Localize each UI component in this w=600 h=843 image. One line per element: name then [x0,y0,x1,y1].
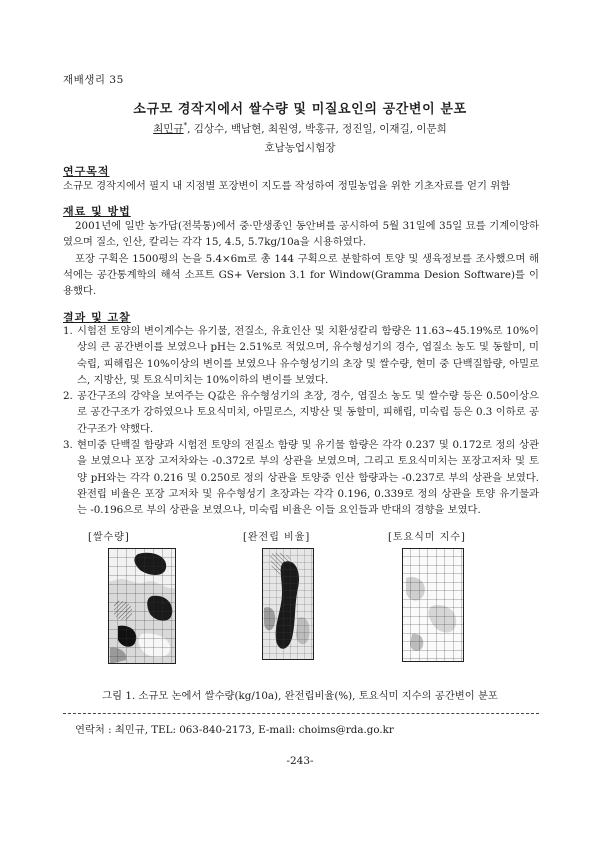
result-text: 시험전 토양의 변이계수는 유기물, 전질소, 유효인산 및 치환성칼리 함량은 11.63~45.19%로 10%이상의 큰 공간변이를 보였으나 pH는 2.51%로 적었으며, 유수형성기의 경수, 엽질소 농도 및 동할미, 미숙립, 피해립은 10%이상의 변이를 보였으나 유수형성기의 초장 및 쌀수량, 현미 중 단백질함량, 아밀로스, 지방산, 및 토요식미치는 10%이하의 변이를 보였다. [77,325,539,386]
result-item-2 [63,388,539,437]
results-list [63,323,539,519]
corresponding-author: 최민규 [153,123,184,135]
result-number: 3. [63,439,73,452]
affiliation: 호남농업시험장 [264,142,336,154]
contact-info: 연락처 : 최민규, TEL: 063-840-2173, E-mail: choims@rda.go.kr [75,724,394,736]
map-label-whole-grain: [완전립 비율] [243,532,311,543]
result-text: 공간구조의 강약을 보여주는 Q값은 유수형성기의 초장, 경수, 엽질소 농도 및 쌀수량 등은 0.50이상으로 공간구조가 강하였으나 토요식미치, 아밀로스, 지방산 및 동할미, 피해립, 미숙립 등은 0.3 이하로 공간구조가 약했다. [77,390,539,435]
page-number: -243- [286,755,314,767]
result-number: 2. [63,390,73,403]
result-item-3 [63,437,539,518]
result-text: 현미중 단백질 함량과 시험전 토양의 전질소 함량 및 유기물 함량은 각각 0.237 및 0.172로 정의 상관을 보였으나 포장 고저차와는 -0.372로 부의 상관을 보였으며, 그리고 토요식미치는 포장고저차 및 토양 pH와는 각각 0.216 및 0.250로 정의 상관을 토양중 인산 함량과는 -0.237로 부의 상관을 보였다. 완전립 비율은 포장 고저차 및 유수형성기 초장과는 각각 0.196, 0.339로 정의 상관을 토양 유기물과는 -0.196으로 부의 상관을 보였으나, 미숙립 비율은 이들 요인들과 반대의 경향을 보였다. [77,439,539,517]
result-item-1 [63,323,539,388]
section-heading-objective: 연구목적 [63,165,110,178]
methods-body [63,218,539,299]
section-heading-methods: 재료 및 방법 [63,205,131,218]
methods-paragraph-1: 2001년에 일반 농가답(전북통)에서 중·만생종인 동안벼를 공시하여 5월 31일에 35일 묘를 기계이앙하였으며 질소, 인산, 칼리는 각각 15, 4.5, 5.7kg/10a을 시용하였다. [63,220,539,249]
map-label-taste-index: [토요식미 지수] [388,532,466,543]
figure-caption: 그림 1. 소규모 논에서 쌀수량(kg/10a), 완전립비율(%), 토요식미 지수의 공간변이 분포 [102,690,498,702]
series-label: 재배생리 35 [63,74,124,86]
author-mark: * [183,121,188,130]
yield-contour-map [108,548,176,664]
whole-grain-contour-map [262,548,314,660]
section-heading-results: 결과 및 고찰 [63,311,131,324]
result-number: 1. [63,325,73,337]
map-label-yield: [쌀수량] [88,532,130,543]
co-authors: , 김상수, 백남현, 최원영, 박홍규, 정진일, 이재길, 이문희 [187,123,447,135]
paper-title: 소규모 경작지에서 쌀수량 및 미질요인의 공간변이 분포 [133,102,467,117]
author-list [0,121,600,136]
methods-paragraph-2: 포장 구획은 1500평의 논을 5.4×6m로 총 144 구획으로 분할하여 토양 및 생육정보를 조사했으며 해석에는 공간통계학의 해석 소프트 GS+ Version 3.1 for Window(Gramma Desion Software)를 이용했다. [63,252,539,298]
footer-divider [63,713,539,714]
objective-text: 소규모 경작지에서 필지 내 지점별 포장변이 지도를 작성하여 정밀농업을 위한 기초자료를 얻기 위함 [63,180,511,192]
taste-index-contour-map [402,548,464,662]
